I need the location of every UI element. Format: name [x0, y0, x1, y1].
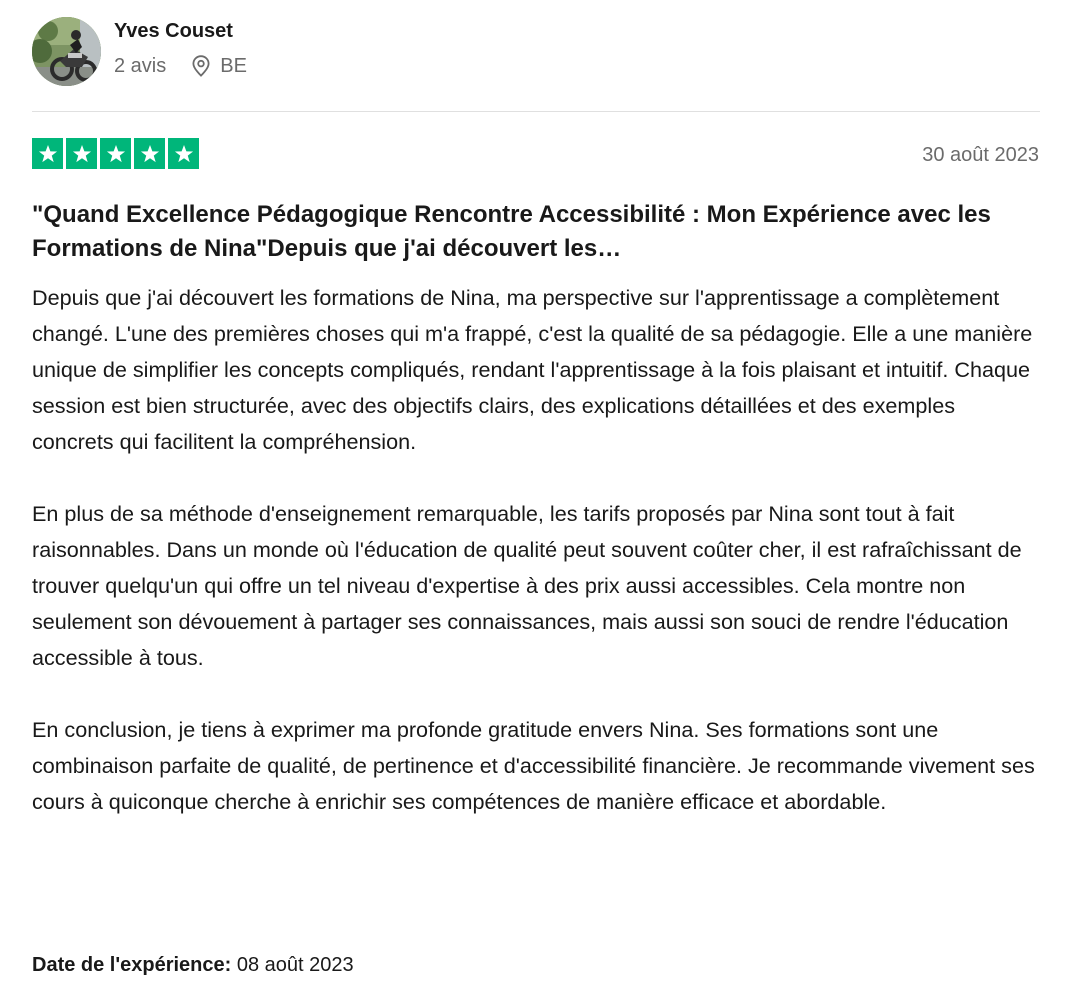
reviewer-meta — [114, 54, 247, 78]
review-paragraph: En plus de sa méthode d'enseignement remarquable, les tarifs proposés par Nina sont tout à fait raisonnables. Dans un monde où l'éducation de qualité peut souvent coûter cher, il est rafraîchissant de trouver quelqu'un qui offre un tel niveau d'expertise à des prix aussi accessibles. Cela montre non seulement son dévouement à partager ses connaissances, mais aussi son souci de rendre l'éducation accessible à tous. — [32, 501, 1022, 670]
reviewer-country: BE — [220, 55, 247, 77]
star-icon — [66, 138, 97, 169]
avatar[interactable] — [32, 17, 101, 86]
review-paragraph: Depuis que j'ai découvert les formations de Nina, ma perspective sur l'apprentissage a complètement changé. L'une des premières choses qui m'a frappé, c'est la qualité de sa pédagogie. Elle a une manière unique de simplifier les concepts compliqués, rendant l'apprentissage à la fois plaisant et intuitif. Chaque session est bien structurée, avec des objectifs clairs, des explications détaillées et des exemples concrets qui facilitent la compréhension. — [32, 285, 1033, 454]
avatar-photo — [32, 17, 101, 86]
review-title[interactable]: "Quand Excellence Pédagogique Rencontre Accessibilité : Mon Expérience avec les Formations de Nina"Depuis que j'ai découvert les… — [32, 201, 991, 262]
star-icon — [134, 138, 165, 169]
location-pin-icon — [192, 55, 210, 77]
review-date: 30 août 2023 — [922, 144, 1039, 166]
reviewer-info — [114, 20, 247, 78]
star-rating — [32, 138, 199, 169]
reviewer-header — [32, 15, 247, 87]
experience-date-label: Date de l'expérience: — [32, 954, 232, 976]
review-paragraph: En conclusion, je tiens à exprimer ma profonde gratitude envers Nina. Ses formations sont une combinaison parfaite de qualité, de pertinence et d'accessibilité financière. Je recommande vivement ses cours à quiconque cherche à enrichir ses compétences de manière efficace et abordable. — [32, 717, 1035, 814]
star-icon — [32, 138, 63, 169]
reviewer-name[interactable]: Yves Couset — [114, 20, 233, 42]
experience-date — [32, 952, 354, 978]
star-icon — [100, 138, 131, 169]
review-body — [32, 280, 1042, 856]
review-count: 2 avis — [114, 55, 167, 77]
divider — [32, 111, 1040, 112]
experience-date-value: 08 août 2023 — [236, 954, 354, 976]
star-icon — [168, 138, 199, 169]
